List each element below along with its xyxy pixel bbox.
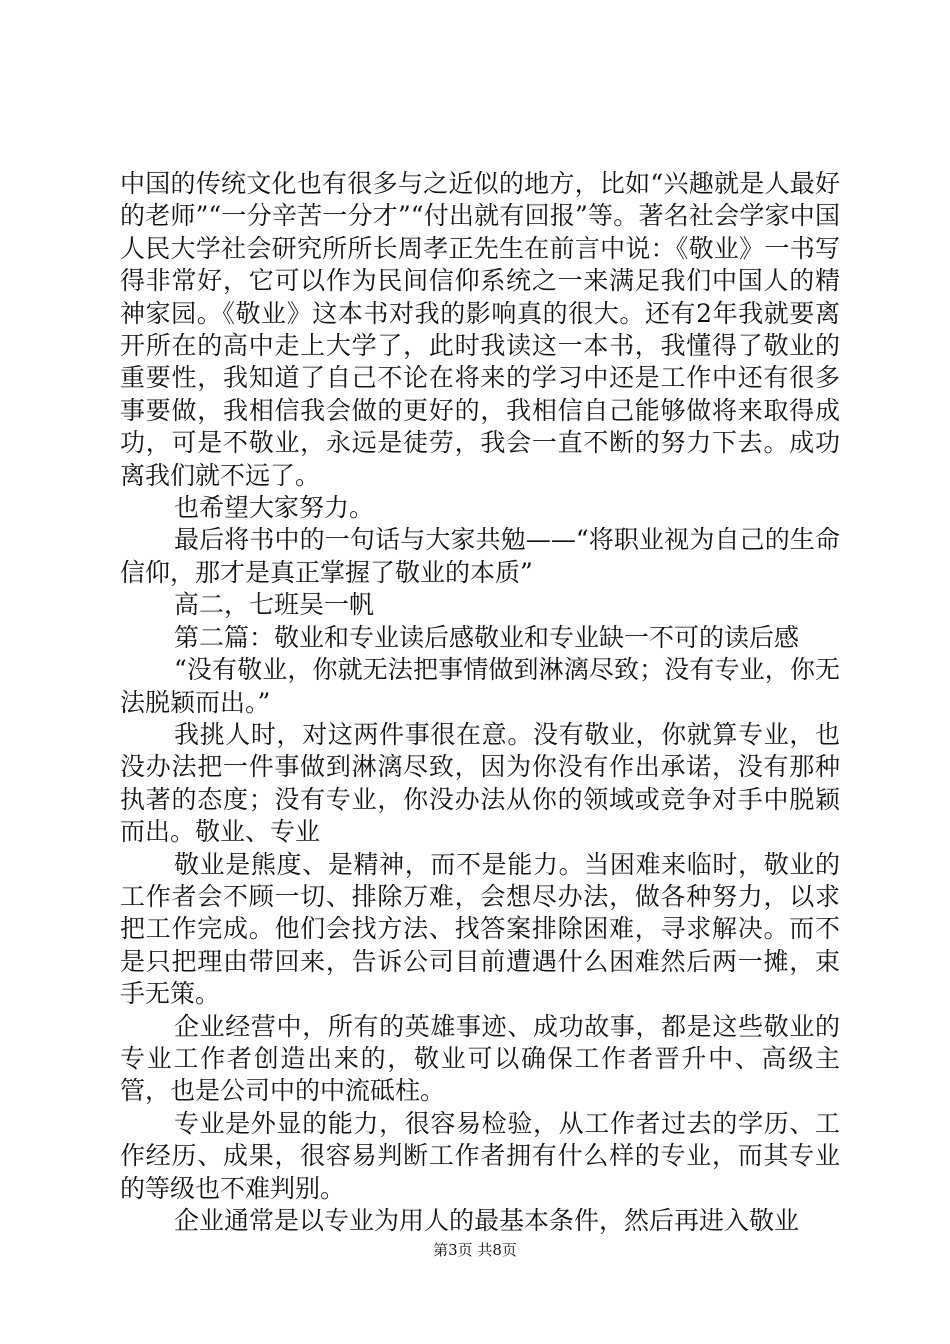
page-number-footer: 第3页 共8页 [433, 1241, 517, 1259]
paragraph-9: 企业经营中，所有的英雄事迹、成功故事，都是这些敬业的专业工作者创造出来的，敬业可以确保工作者晋升中、高级主管，也是公司中的中流砥柱。 [120, 1011, 840, 1106]
section-heading: 第二篇：敬业和专业读后感敬业和专业缺一不可的读后感 [174, 622, 800, 652]
quote-paragraph: “没有敬业，你就无法把事情做到淋漓尽致；没有专业，你无法脱颖而出。” [120, 655, 840, 717]
paragraph-11: 企业通常是以专业为用人的最基本条件，然后再进入敬业 [174, 1206, 800, 1235]
author-line: 高二，七班吴一帆 [174, 590, 375, 620]
paragraph-1: 中国的传统文化也有很多与之近似的地方，比如“兴趣就是人最好的老师”“一分辛苦一分才”“付出就有回报”等。著名社会学家中国人民大学社会研究所所长周孝正先生在前言中说：《敬业》一书写得非常好，它可以作为民间信仰系统之一来满足我们中国人的精神家园。《敬业》这本书对我的影响真的很大。还有2年我就要离开所在的高中走上大学了，此时我读这一本书，我懂得了敬业的重要性，我知道了自己不论在将来的学习中还是工作中还有很多事要做，我相信我会做的更好的，我相信自己能够做将来取得成功，可是不敬业，永远是徒劳，我会一直不断的努力下去。成功离我们就不远了。 [120, 169, 840, 490]
paragraph-3: 最后将书中的一句话与大家共勉——“将职业视为自己的生命信仰，那才是真正掌握了敬业的本质” [120, 525, 840, 587]
paragraph-8: 敬业是熊度、是精神，而不是能力。当困难来临时，敬业的工作者会不顾一切、排除万难，会想尽办法，做各种努力，以求把工作完成。他们会找方法、找答案排除困难，寻求解决。而不是只把理由带回来，告诉公司目前遭遇什么困难然后两一摊，束手无策。 [120, 849, 840, 1009]
document-body [120, 168, 840, 1237]
paragraph-7: 我挑人时，对这两件事很在意。没有敬业，你就算专业，也没办法把一件事做到淋漓尽致，因为你没有作出承诺，没有那种执著的态度；没有专业，你没办法从你的领域或竞争对手中脱颖而出。敬业、专业 [120, 719, 840, 847]
paragraph-10: 专业是外显的能力，很容易检验，从工作者过去的学历、工作经历、成果，很容易判断工作者拥有什么样的专业，而其专业的等级也不难判别。 [120, 1108, 840, 1203]
paragraph-2: 也希望大家努力。 [174, 493, 375, 523]
